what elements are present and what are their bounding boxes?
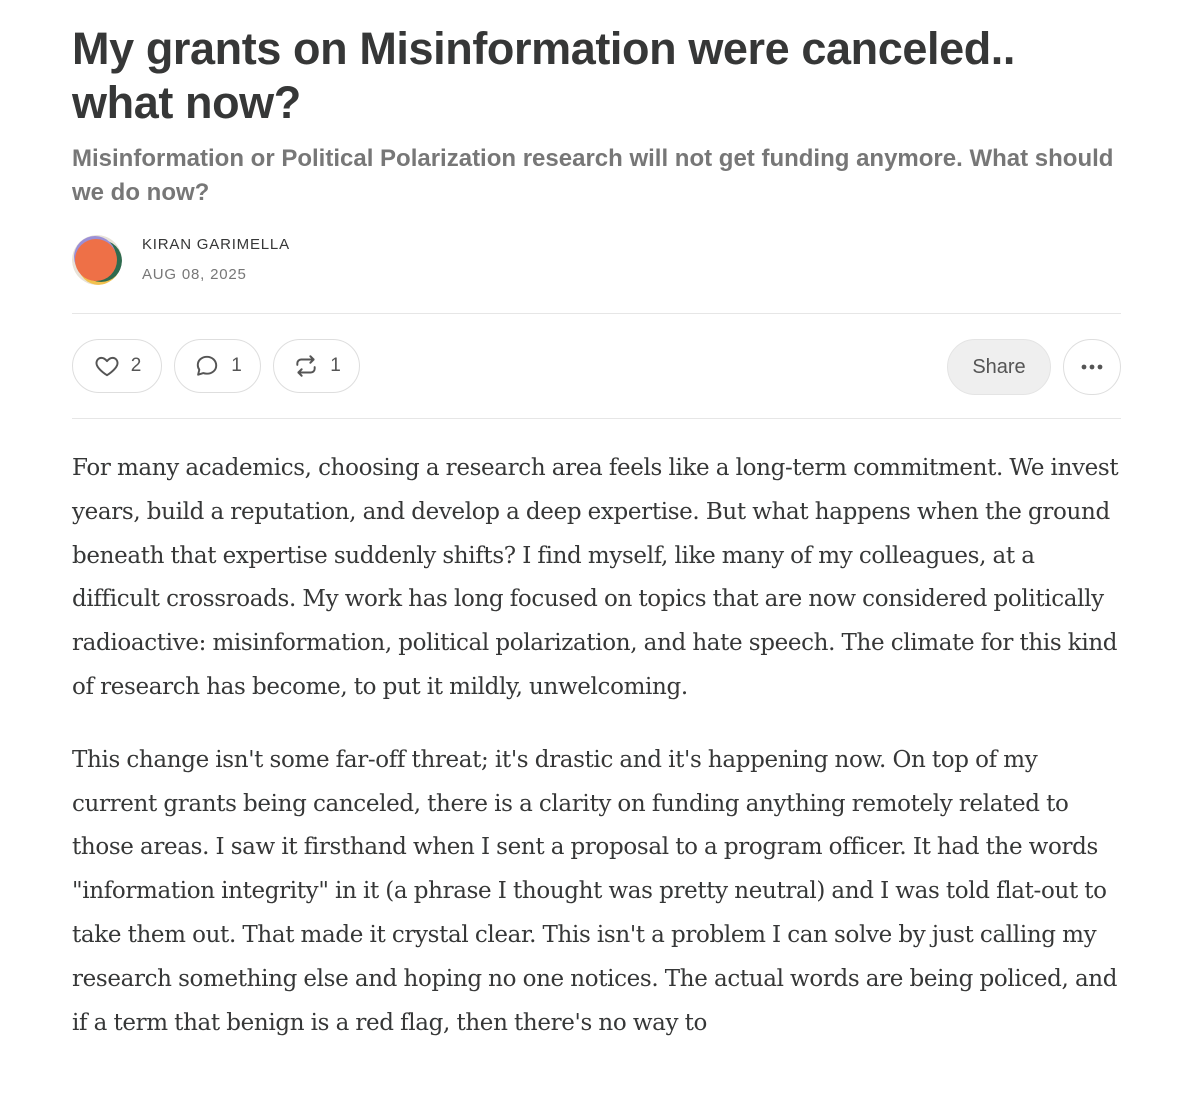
- restack-button[interactable]: [273, 339, 360, 393]
- like-count: 2: [130, 355, 142, 376]
- ellipsis-icon: [1080, 363, 1104, 371]
- restack-arrows-icon: [292, 353, 320, 379]
- comment-button[interactable]: [174, 339, 261, 393]
- more-options-button[interactable]: [1063, 339, 1121, 395]
- comment-count: 1: [231, 355, 242, 376]
- byline-text: [142, 236, 290, 284]
- heart-icon: [93, 353, 121, 379]
- author-name[interactable]: KIRAN GARIMELLA: [142, 236, 290, 253]
- share-button[interactable]: Share: [947, 339, 1051, 395]
- divider-bottom: [72, 418, 1121, 419]
- avatar-image: [72, 235, 122, 285]
- body-paragraph: For many academics, choosing a research area feels like a long-term commitment. We invest years, build a reputation, and develop a deep expertise. But what happens when the ground beneath that expertise suddenly shifts? I find myself, like many of my colleagues, at a difficult crossroads. My work has long focused on topics that are now considered politically radioactive: misinformation, political polarization, and hate speech. The climate for this kind of research has become, to put it mildly, unwelcoming.: [72, 455, 1119, 700]
- byline: [72, 234, 1121, 286]
- author-avatar[interactable]: [72, 235, 122, 285]
- post-subtitle: Misinformation or Political Polarization research will not get funding anymore. What should we do now?: [72, 145, 1114, 206]
- restack-count: 1: [330, 355, 341, 376]
- comment-bubble-icon: [193, 353, 221, 379]
- post-title: My grants on Misinformation were canceled.. what now?: [72, 23, 1016, 128]
- post-actions: [72, 314, 1121, 418]
- like-button[interactable]: [72, 339, 162, 393]
- body-paragraph: This change isn't some far-off threat; it's drastic and it's happening now. On top of my current grants being canceled, there is a clarity on funding anything remotely related to those areas. I saw it firsthand when I sent a proposal to a program officer. It had the words "information integrity" in it (a phrase I thought was pretty neutral) and I was told flat-out to take them out. That made it crystal clear. This isn't a problem I can solve by just calling my research something else and hoping no one notices. The actual words are being policed, and if a term that benign is a red flag, then there's no way to: [72, 746, 1118, 1036]
- post-container: [72, 0, 1121, 1074]
- post-body: [72, 447, 1121, 1045]
- post-date: AUG 08, 2025: [142, 266, 247, 283]
